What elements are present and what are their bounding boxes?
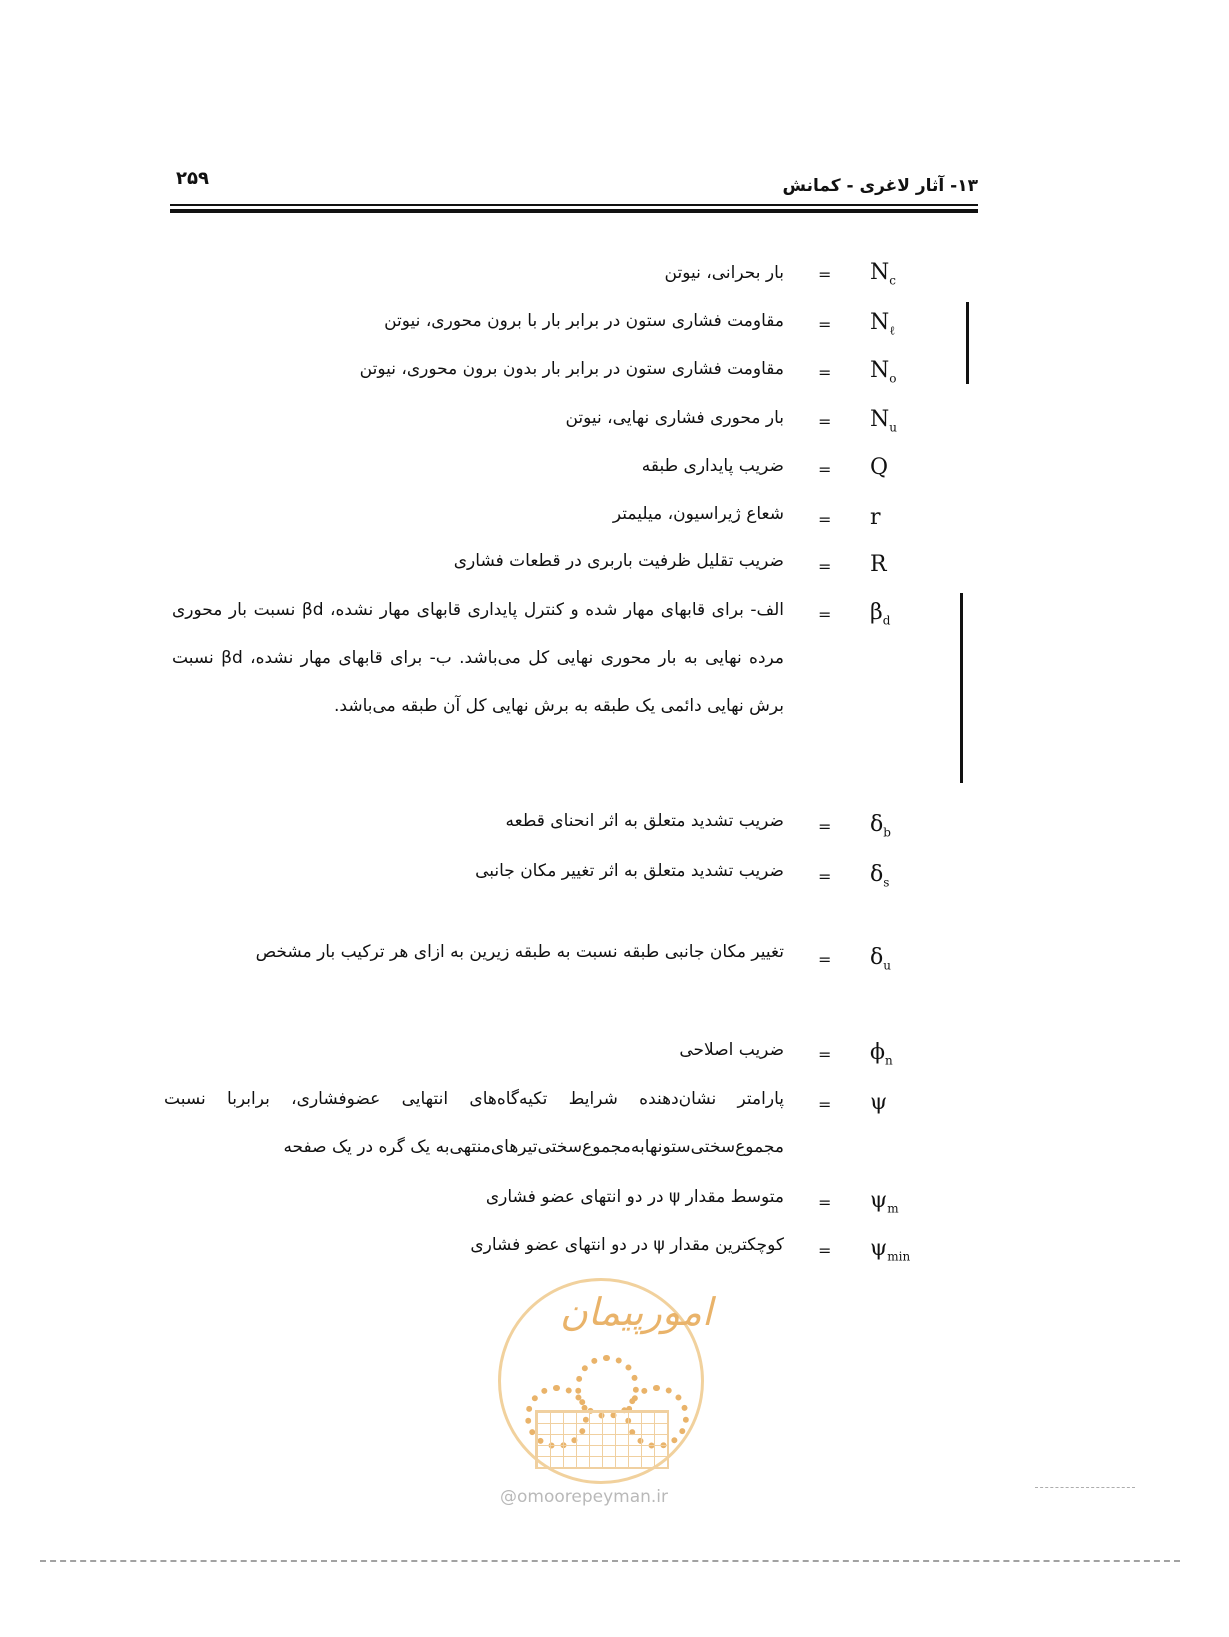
definition: مقاومت فشاری ستون در برابر بار با برون محوری، نیوتن: [384, 311, 784, 331]
equals-sign: =: [818, 1193, 832, 1212]
page-header: [170, 168, 978, 224]
equals-sign: =: [818, 265, 832, 284]
definition: ضریب تقلیل ظرفیت باربری در قطعات فشاری: [453, 551, 784, 571]
equals-sign: =: [818, 557, 832, 576]
header-rule-thin: [170, 204, 978, 206]
symbol: $\beta_d$: [870, 600, 891, 628]
symbol: $N_c$: [870, 260, 896, 288]
watermark-logo-text: امورپیمان: [560, 1290, 713, 1334]
equals-sign: =: [818, 315, 832, 334]
symbol: R: [870, 552, 887, 577]
definition: ضریب تشدید متعلق به اثر تغییر مکان جانبی: [475, 861, 784, 881]
symbol: Q: [870, 455, 889, 480]
equals-sign: =: [818, 460, 832, 479]
watermark-grid: [535, 1410, 669, 1469]
definition: متوسط مقدار ψ در دو انتهای عضو فشاری: [485, 1187, 784, 1207]
symbol: $N_u$: [870, 407, 897, 435]
definition: بار محوری فشاری نهایی، نیوتن: [565, 408, 784, 428]
symbol: $\psi_m$: [870, 1188, 899, 1216]
equals-sign: =: [818, 867, 832, 886]
equals-sign: =: [818, 950, 832, 969]
symbol: $\delta_s$: [870, 862, 890, 890]
definition: الف- برای قابهای مهار شده و کنترل پایداری قابهای مهار نشده، βd نسبت بار محوری مرده نهایی به بار محوری نهایی کل می‌باشد. ب- برای قابهای مهار نشده، βd نسبت برش نهایی دائمی یک طبقه به برش نهایی کل آن طبقه می‌باشد.: [172, 600, 785, 716]
symbol: ψ: [870, 1090, 888, 1115]
definition: تغییر مکان جانبی طبقه نسبت به طبقه زیرین به ازای هر ترکیب بار مشخص: [255, 942, 784, 962]
header-rule-thick: [170, 209, 978, 213]
watermark-site: @omoorepeyman.ir: [500, 1487, 669, 1507]
equals-sign: =: [818, 1241, 832, 1260]
equals-sign: =: [818, 363, 832, 382]
definition: شعاع ژیراسیون، میلیمتر: [612, 504, 784, 524]
page-number: ۲۵۹: [176, 168, 209, 189]
symbol: $N_o$: [870, 358, 897, 386]
definition: کوچکترین مقدار ψ در دو انتهای عضو فشاری: [470, 1235, 784, 1255]
definition: مقاومت فشاری ستون در برابر بار بدون برون محوری، نیوتن: [359, 359, 784, 379]
symbol: $\psi_{min}$: [870, 1236, 911, 1264]
equals-sign: =: [818, 1095, 832, 1114]
symbol: $\delta_u$: [870, 945, 891, 973]
definition: ضریب تشدید متعلق به اثر انحنای قطعه: [505, 811, 784, 831]
symbol: $\phi_n$: [870, 1040, 893, 1068]
revision-bar: [960, 593, 963, 783]
symbol: r: [870, 505, 881, 530]
equals-sign: =: [818, 510, 832, 529]
definition: ضریب اصلاحی: [679, 1040, 784, 1060]
definition: پارامتر نشان‌دهنده شرایط تکیه‌گاه‌های انتهایی عضوفشاری، برابربا نسبت مجموع‌سختی‌ستونهابه‌مجموع‌سختی‌تیرهای‌منتهی‌به یک گره در یک صفحه: [164, 1089, 784, 1157]
chapter-title: ۱۳- آثار لاغری - کمانش: [782, 176, 978, 196]
equals-sign: =: [818, 412, 832, 431]
definition: بار بحرانی، نیوتن: [664, 263, 784, 283]
equals-sign: =: [818, 817, 832, 836]
equals-sign: =: [818, 1045, 832, 1064]
equals-sign: =: [818, 605, 832, 624]
revision-bar: [966, 302, 969, 384]
scan-artifact: [1035, 1487, 1135, 1488]
symbol: $N_\ell$: [870, 310, 895, 338]
symbol: $\delta_b$: [870, 812, 891, 840]
scan-artifact: [40, 1560, 1180, 1562]
definition: ضریب پایداری طبقه: [641, 456, 784, 476]
